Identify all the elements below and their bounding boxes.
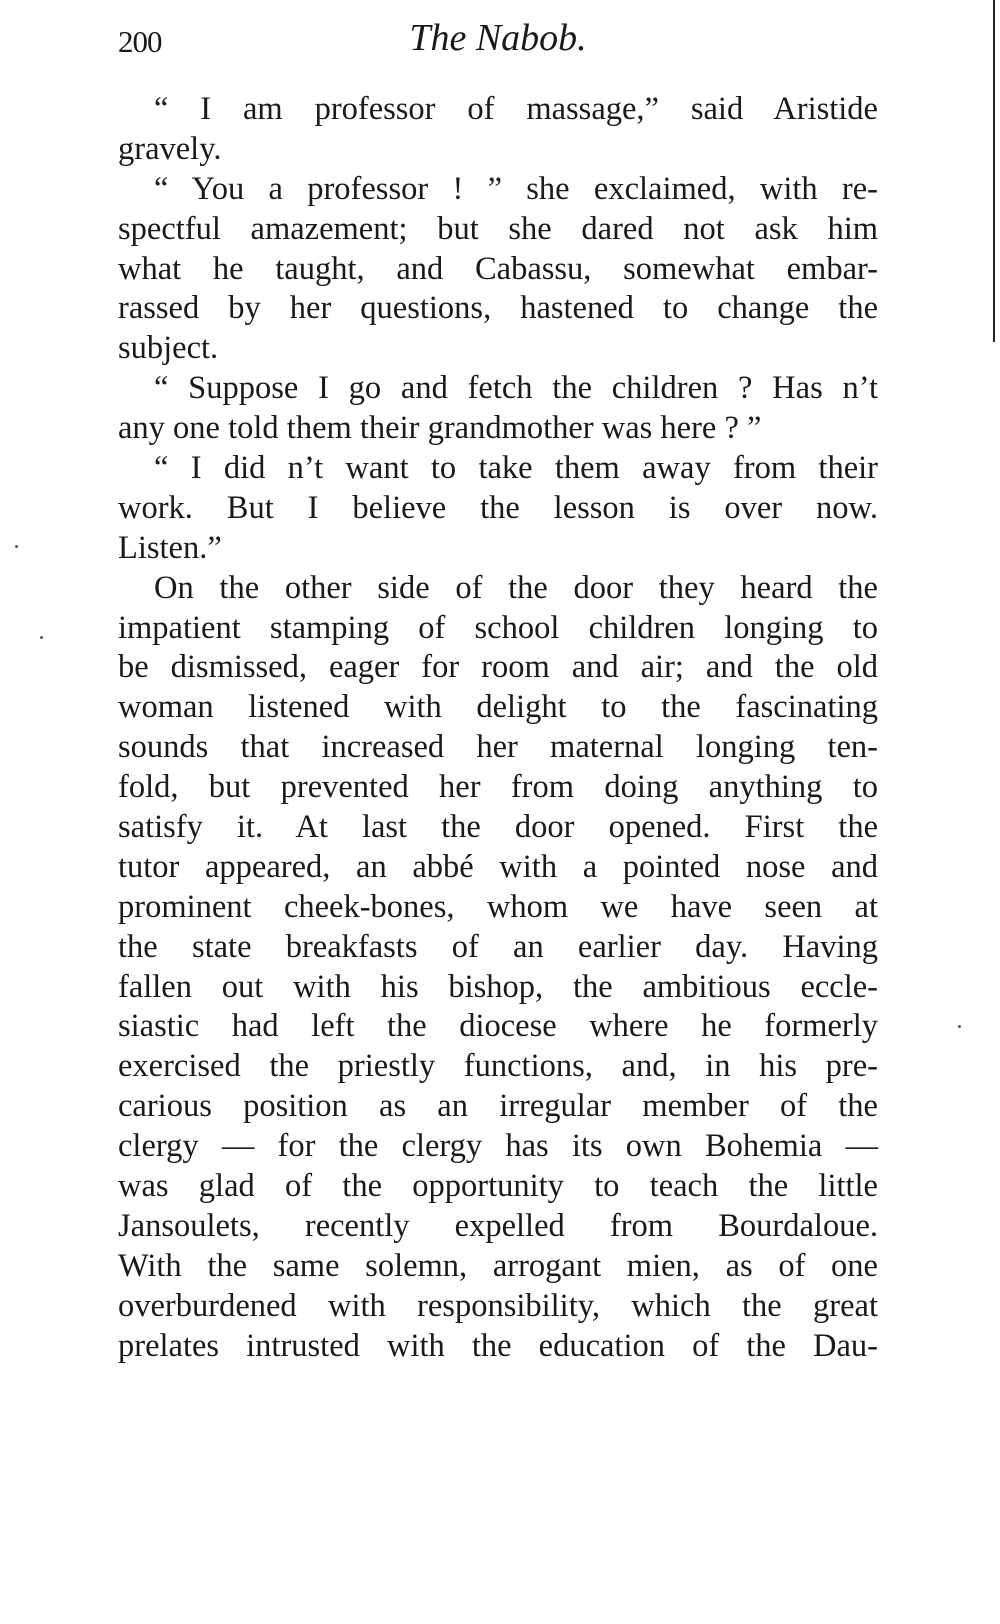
text-line: satisfy it. At last the door opened. First the <box>118 809 878 846</box>
text-line: tutor appeared, an abbé with a pointed nose and <box>118 848 878 885</box>
text-line: overburdened with responsibility, which the great <box>118 1287 878 1324</box>
text-line: “ You a professor ! ” she exclaimed, with re- <box>154 170 878 207</box>
text-line: rassed by her questions, hastened to change the <box>118 290 878 327</box>
text-line: prelates intrusted with the education of the Dau- <box>118 1327 878 1364</box>
paper-speck <box>15 545 18 548</box>
text-line: On the other side of the door they heard the <box>154 569 878 606</box>
page-number: 200 <box>118 24 162 59</box>
text-line: impatient stamping of school children longing to <box>118 609 878 646</box>
text-line: fallen out with his bishop, the ambitious eccle- <box>118 968 878 1005</box>
text-line: the state breakfasts of an earlier day. Having <box>118 928 878 965</box>
text-line: “ Suppose I go and fetch the children ? Has n’t <box>154 370 878 407</box>
text-line: siastic had left the diocese where he formerly <box>118 1008 878 1045</box>
text-line: carious position as an irregular member of the <box>118 1088 878 1125</box>
paper-speck <box>40 636 43 639</box>
text-line: Listen.” <box>118 529 222 566</box>
text-line: what he taught, and Cabassu, somewhat embar- <box>118 250 878 287</box>
text-line: gravely. <box>118 130 222 167</box>
text-line: With the same solemn, arrogant mien, as of one <box>118 1247 878 1284</box>
text-line: any one told them their grandmother was here ? ” <box>118 410 762 447</box>
page-edge-rule <box>993 0 995 342</box>
text-line: work. But I believe the lesson is over now. <box>118 489 878 526</box>
text-line: prominent cheek-bones, whom we have seen at <box>118 888 878 925</box>
text-line: fold, but prevented her from doing anything to <box>118 769 878 806</box>
running-title: The Nabob. <box>409 17 587 59</box>
body-text <box>118 90 878 1367</box>
text-line: exercised the priestly functions, and, in his pre- <box>118 1048 878 1085</box>
paper-speck <box>958 1025 961 1028</box>
text-line: subject. <box>118 330 219 367</box>
text-line: “ I am professor of massage,” said Aristide <box>154 91 878 127</box>
page-header <box>118 16 878 66</box>
text-line: was glad of the opportunity to teach the little <box>118 1168 878 1205</box>
text-line: “ I did n’t want to take them away from their <box>154 450 878 487</box>
text-line: clergy — for the clergy has its own Bohemia — <box>118 1128 878 1165</box>
text-line: sounds that increased her maternal longing ten- <box>118 729 878 766</box>
text-line: Jansoulets, recently expelled from Bourdaloue. <box>118 1207 878 1244</box>
text-line: woman listened with delight to the fascinating <box>118 689 878 726</box>
text-line: spectful amazement; but she dared not ask him <box>118 210 878 247</box>
text-line: be dismissed, eager for room and air; and the old <box>118 649 878 686</box>
